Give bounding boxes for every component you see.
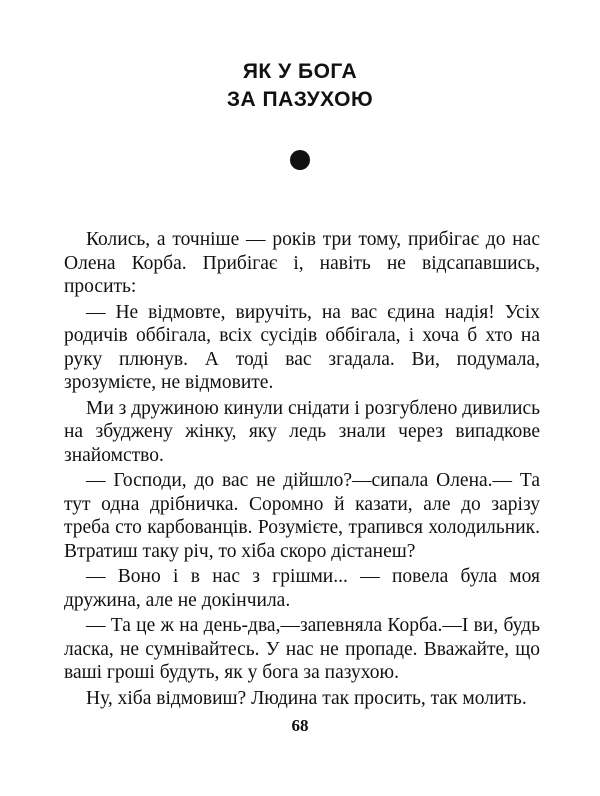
paragraph: Ну, хіба відмовиш? Людина так просить, так молить. bbox=[86, 687, 527, 709]
paragraph: — Воно і в нас з грішми... — повела була моя дружина, але не докінчила. bbox=[64, 566, 540, 611]
chapter-title-line-2: ЗА ПАЗУХОЮ bbox=[226, 88, 374, 111]
paragraph: — Не відмовте, виручіть, на вас єдина надія! Усіх родичів оббігала, всіх сусідів оббігала, і хоча б хто на руку плюнув. А тоді вас згадала. Ви, подумала, зрозумієте, не відмовите. bbox=[64, 301, 540, 393]
chapter-title bbox=[0, 58, 600, 114]
filled-circle-icon bbox=[290, 150, 310, 170]
paragraph: — Господи, до вас не дійшло?—сипала Олена.— Та тут одна дрібничка. Соромно й казати, але до зарізу треба сто карбованців. Розумієте, трапився холодильник. Втратиш таку річ, то хіба скоро дістанеш? bbox=[64, 470, 540, 562]
body-text bbox=[64, 228, 540, 710]
paragraph: Колись, а точніше — років три тому, прибігає до нас Олена Корба. Прибігає і, навіть не відсапавшись, просить: bbox=[64, 229, 540, 297]
paragraph: Ми з дружиною кинули снідати і розгублено дивились на збуджену жінку, яку ледь знали через випадкове знайомство. bbox=[64, 397, 540, 466]
paragraph: — Та це ж на день-два,—запевняла Корба.—І ви, будь ласка, не сумнівайтесь. У нас не пропаде. Вважайте, що ваші гроші будуть, як у бога за пазухою. bbox=[64, 615, 540, 683]
page-number: 68 bbox=[291, 716, 309, 735]
chapter-title-line-1: ЯК У БОГА bbox=[242, 60, 358, 83]
